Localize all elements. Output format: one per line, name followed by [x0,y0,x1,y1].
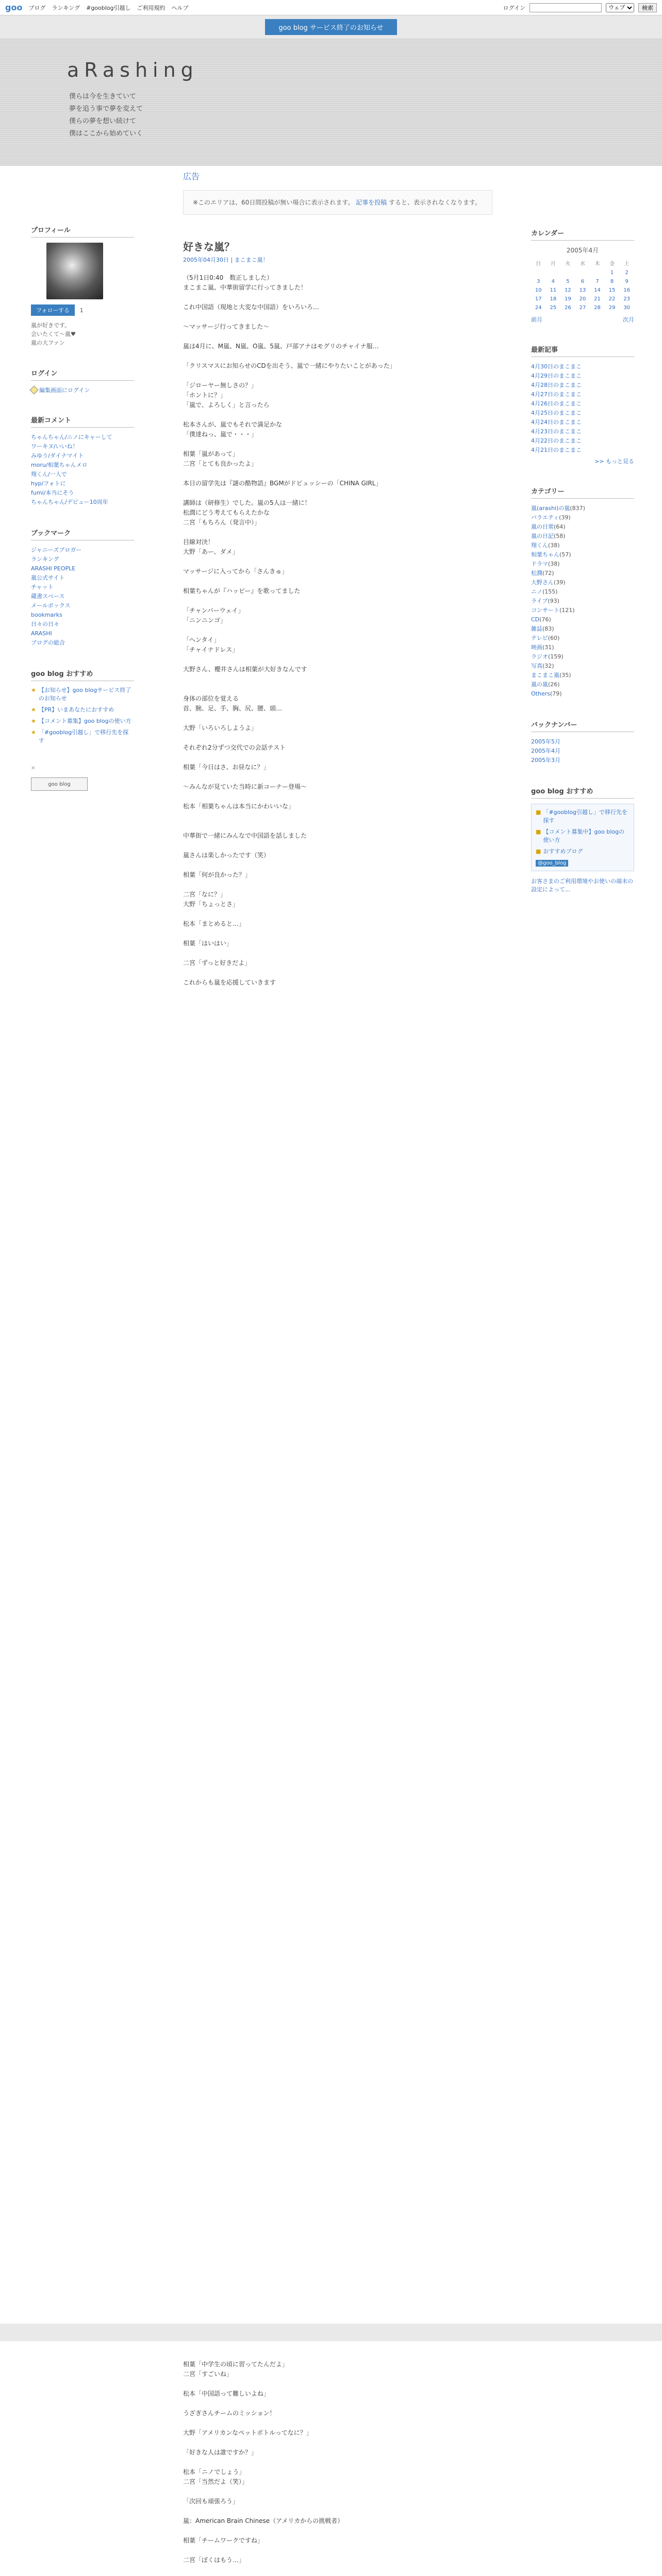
category-item[interactable] [531,541,634,550]
calendar-prev[interactable]: 前月 [531,316,542,323]
goo-recommend-label: 「#gooblog引越し」で移行先を探す [38,729,129,744]
recent-post-item[interactable]: 4月25日のまこまこ [531,410,582,416]
category-count: (72) [542,570,554,577]
category-count: (39) [554,579,566,586]
category-name: 嵐の日常 [531,523,554,530]
goo-recommend-right-item[interactable] [536,808,630,825]
calendar-day[interactable]: 7 [595,279,599,284]
calendar-nav [531,315,634,324]
star-icon: ■ [536,828,541,835]
calendar-day[interactable]: 20 [579,296,586,302]
calendar-day[interactable]: 17 [535,296,542,302]
backnumber-list [531,737,634,765]
recent-post-item[interactable]: 4月26日のまこまこ [531,400,582,407]
weekday: 日 [536,261,541,267]
category-item[interactable] [531,532,634,541]
blog-post [183,239,513,988]
calendar-day[interactable]: 19 [565,296,571,302]
recent-comments-list [31,433,134,507]
category-name: ニノ [531,588,542,595]
recent-posts-list [531,362,634,455]
calendar-day [546,268,561,277]
blog-description [69,91,143,140]
goo-recommend-label: 【PR】いまあなたにおすすめ [38,706,114,713]
category-name: 翔くん [531,542,548,549]
topbar-search [503,3,657,12]
nav-link-terms[interactable]: ご利用規約 [137,4,166,11]
category-item[interactable] [531,643,634,652]
calendar-day [590,268,605,277]
calendar-week [531,303,634,312]
blog-desc-line: 僕はここから始めていく [69,130,143,138]
category-item[interactable] [531,587,634,597]
category-name: コンサート [531,607,559,614]
blog-desc-line: 僕らの夢を想い続けて [69,117,137,125]
goo-blog-banner[interactable]: goo blog [31,777,88,791]
weekday: 木 [594,261,600,267]
calendar-day[interactable]: 5 [566,279,570,284]
star-icon: ★ [31,729,36,736]
bookmark-item[interactable]: チャット [31,584,54,590]
recent-post-item[interactable]: 4月23日のまこまこ [531,428,582,435]
category-name: ライブ [531,598,548,604]
ad-text-2: すると、表示されなくなります。 [389,199,482,206]
bookmark-item[interactable]: メールボックス [31,602,71,609]
goo-recommend-heading: goo blog おすすめ [31,668,134,681]
recent-post-item[interactable]: 4月30日のまこまこ [531,363,582,370]
nav-link-migration[interactable]: #gooblog引越し [86,4,131,11]
category-name: 大野さん [531,579,554,586]
goo-recommend-label: 【お知らせ】goo blogサービス終了のお知らせ [38,687,131,702]
category-item[interactable] [531,662,634,671]
calendar-day[interactable]: 22 [608,296,616,302]
category-name: 嵐の嵐 [531,681,548,688]
recent-more-link[interactable]: >> もっと見る [594,458,634,465]
follow-button[interactable]: フォローする [31,304,75,316]
category-count: (76) [539,616,551,623]
ad-text: ※このエリアは、60日間投稿が無い場合に表示されます。 [193,199,354,206]
post-title[interactable]: 好きな嵐？ [183,241,235,253]
recent-post-item[interactable]: 4月21日のまこまこ [531,447,582,453]
recent-posts-section [531,344,634,465]
bookmark-item[interactable]: ブログの総合 [31,639,65,646]
profile-section [31,225,134,347]
calendar-heading: カレンダー [531,228,634,241]
calendar-day[interactable]: 30 [623,305,631,311]
calendar-day [575,268,590,277]
category-count: (38) [548,542,560,549]
category-item[interactable] [531,624,634,634]
category-count: (39) [559,514,571,521]
weekday: 土 [624,261,630,267]
goo-recommend-right-label: 【コメント募集中】goo blogの使い方 [543,828,625,843]
category-count: (159) [548,653,564,660]
bookmarks-heading: ブックマーク [31,528,134,540]
bookmark-item[interactable]: ARASHI PEOPLE [31,565,76,572]
edit-login-link[interactable] [31,386,134,394]
profile-line: 嵐の大ファン [31,340,65,346]
goo-recommend-list [31,686,134,745]
goo-recommend-right-heading: goo blog おすすめ [531,786,634,799]
nav-link-blog[interactable]: ブログ [28,4,46,11]
post-body: （5月1日0:40 数正しました） まこまこ嵐、中華街留学に行ってきました！ これ中国語（現地と大変な中国語）をいろいろ… ～マッサージ行ってきました～ 嵐は4月に、M嵐、N嵐、O嵐、5嵐、戸部アナはモグリのチャイナ服… 「クリスマスにお知らせのCDを出そう、嵐で一緒にやりたいことがあった」 「ジローヤー無しさの？」 「ホントに？」 「嵐で、よろしく」と言ったら 松本さんが、嵐でもそれで満足かな 「僕達ねっ、嵐で・・・」 相葉「嵐があって」 二宮「とても良かったよ」 本日の留学先は『謎の酷物語』BGMがドビュッシーの「CHINA GIRL」 講師は（研修生）でした。嵐の5人は一緒に！ 松潤にどう考えてもらえたかな 二宮「もちろん（発言中）」 目線対決！ 大野「あー、ダメ」 マッサージに入ってから「さんきゅ」 相葉ちゃんが『ハッピー』を歌ってました 「チャンバーウェイ」 「ニンニンゴ」 「ヘンタイ」 「チャイナドレス」 大野さん、櫻井さんは相葉が大好きなんです 身体の部位を覚える 首、腕、足、手、胸、尻、腰、頭… 大野「いろいろしようよ」 それぞれ2分ずつ交代での会話テスト 相葉「今日はさ、お昼なに？」 ～みんなが見ていた当時に新コーナー登場～ 松本「相葉ちゃんは本当にかわいいな」 中華街で一緒にみんなで中国語を話しました 嵐さんは楽しかったです（笑） 相葉「何が良かった？」 二宮「なに？」 大野「ちょっとさ」 松本「まとめると…」 相葉「はいはい」 二宮「ずっと好きだよ」 これからも嵐を応援していきます [183,274,396,986]
profile-heading: プロフィール [31,225,134,238]
nav-link-help[interactable]: ヘルプ [171,4,189,11]
goo-recommend-box [531,804,634,871]
calendar-month: 2005年4月 [566,247,599,254]
blog-title[interactable]: aRashing [67,59,198,81]
backnumber-heading: バックナンバー [531,719,634,732]
login-heading: ログイン [31,368,134,381]
backnumber-item[interactable]: 2005年4月 [531,748,560,754]
calendar-day[interactable]: 29 [608,305,616,311]
recent-comments-section [31,415,134,507]
category-count: (35) [559,672,571,679]
search-button[interactable]: 検索 [638,3,657,12]
goo-recommend-left [31,668,134,791]
bookmark-item[interactable]: 日々の日々 [31,621,59,628]
categories-heading: カテゴリー [531,486,634,499]
goo-recommend-item[interactable] [31,706,134,714]
recent-post-item[interactable]: 4月29日のまこまこ [531,372,582,379]
recent-post-item[interactable]: 4月24日のまこまこ [531,419,582,426]
categories-list [531,504,634,699]
goo-recommend-right-item[interactable] [536,828,630,844]
backnumber-section [531,719,634,765]
bookmark-item[interactable]: 蔵書スペース [31,593,65,600]
calendar-day[interactable]: 8 [610,279,614,284]
category-name: ラジオ [531,653,548,660]
service-notice [0,15,662,38]
star-icon: ■ [536,848,541,855]
calendar-day[interactable]: 2 [625,270,628,276]
calendar-day [560,268,575,277]
bookmark-item[interactable]: 嵐公式サイト [31,574,65,581]
calendar-day[interactable]: 24 [535,305,542,311]
edit-login-label: 編集画面にログイン [39,387,90,394]
recent-comments-heading: 最新コメント [31,415,134,428]
goo-recommend-label: 【コメント募集】goo blogの使い方 [38,718,131,724]
calendar-day[interactable]: 11 [550,287,557,293]
category-name: 写真 [531,663,542,669]
calendar-day[interactable]: 23 [623,296,631,302]
star-icon: ★ [31,718,36,724]
left-sidebar [31,225,134,811]
category-item[interactable] [531,597,634,606]
calendar-day[interactable]: 13 [579,287,586,293]
service-notice-link[interactable]: goo blog サービス終了のお知らせ [265,19,396,35]
calendar-day[interactable]: 15 [608,287,616,293]
category-name: 松潤 [531,570,542,577]
calendar-day[interactable]: 9 [625,279,628,284]
comment-item[interactable]: 翔くん/一人で [31,471,67,478]
category-item[interactable] [531,522,634,532]
category-item[interactable] [531,569,634,578]
goo-recommend-right-item[interactable] [536,848,630,856]
category-name: 相葉ちゃん [531,551,559,558]
avatar[interactable] [46,243,103,299]
section-divider [0,2324,662,2341]
bookmarks-list [31,546,134,648]
category-name: ドラマ [531,561,548,567]
calendar-day[interactable]: 12 [565,287,571,293]
calendar-section [531,228,634,324]
blog-desc-line: 夢を追う事で夢を変えて [69,105,143,113]
category-item[interactable] [531,550,634,560]
calendar-day[interactable]: 3 [537,279,540,284]
post-date[interactable]: 2005年04月30日 | まこまこ嵐！ [183,257,269,263]
category-count: (60) [548,635,560,641]
comment-item[interactable]: moru/相葉ちゃんメロ [31,462,88,468]
category-item[interactable] [531,615,634,624]
category-count: (83) [542,625,554,632]
profile-text [31,321,134,347]
backnumber-item[interactable]: 2005年5月 [531,738,560,745]
goo-recommend-right-label: 「#gooblog引越し」で移行先を探す [543,809,627,824]
category-item[interactable] [531,671,634,680]
category-item[interactable] [531,606,634,615]
goo-recommend-right [531,786,634,894]
categories-section [531,486,634,699]
category-name: バラエティ [531,514,559,521]
category-name: CD [531,616,540,623]
comment-item[interactable]: ちゃんちゃん/ニノにキャーして [31,434,112,440]
calendar-day[interactable]: 25 [550,305,557,311]
goo-logo[interactable]: goo [5,3,23,12]
category-count: (32) [542,663,554,669]
category-name: まこまこ嵐 [531,672,559,679]
star-icon: ★ [31,687,36,693]
calendar-day[interactable]: 1 [610,270,614,276]
calendar-day[interactable]: 14 [594,287,601,293]
goo-recommend-right-label: おすすめブログ [543,848,583,855]
category-name: 嵐(arashi)の嵐 [531,505,570,512]
ad-notice [183,190,492,215]
bookmark-item[interactable]: bookmarks [31,612,62,618]
recent-post-item[interactable]: 4月27日のまこまこ [531,391,582,398]
category-item[interactable] [531,680,634,689]
profile-line: 会いたくて～嵐♥ [31,331,76,337]
category-name: Others [531,690,550,697]
calendar-day[interactable]: 16 [623,287,631,293]
category-count: (121) [559,607,575,614]
bookmarks-section [31,528,134,648]
calendar-day[interactable]: 26 [565,305,571,311]
category-item[interactable] [531,560,634,569]
category-item[interactable] [531,578,634,587]
goo-recommend-item[interactable] [31,728,134,745]
category-count: (93) [548,598,559,604]
blog-desc-line: 僕らは今を生きていて [69,93,137,100]
calendar-week [531,295,634,303]
recent-posts-heading: 最新記事 [531,344,634,357]
category-count: (58) [554,533,566,539]
star-icon: ■ [536,809,541,816]
weekday: 金 [609,261,615,267]
category-count: (79) [550,690,562,697]
goo-recommend-item[interactable] [31,717,134,725]
category-count: (64) [554,523,566,530]
category-count: (155) [542,588,558,595]
post-article-link[interactable]: 記事を投稿 [356,199,387,206]
calendar-week [531,277,634,286]
category-name: 嵐の日記 [531,533,554,539]
page-body [0,166,662,2576]
calendar-day[interactable]: 28 [594,305,601,311]
goo-badge[interactable]: @goo_blog [536,860,568,867]
close-icon[interactable]: ✕ [31,766,36,771]
calendar-day [531,268,546,277]
comment-item[interactable]: hyp/フォトに [31,480,66,487]
star-icon: ★ [31,706,36,713]
calendar-week [531,268,634,277]
profile-line: 嵐が好きです。 [31,322,71,329]
comment-item[interactable]: ワーキヌ/いいね！ [31,443,78,450]
calendar-next[interactable]: 次月 [623,316,634,323]
calendar-week [531,286,634,295]
right-sidebar [531,228,634,914]
bookmark-item[interactable]: ランキング [31,556,59,563]
login-section [31,368,134,394]
recent-post-item[interactable]: 4月28日のまこまこ [531,382,582,388]
goo-note[interactable]: お客さまのご利用環境やお使いの端末の設定によって... [531,878,633,893]
goo-topbar [0,0,662,15]
category-item[interactable] [531,504,634,513]
category-item[interactable] [531,652,634,662]
calendar-day[interactable]: 6 [581,279,585,284]
comment-item[interactable]: fumi/本当にそう [31,489,74,496]
recent-post-item[interactable]: 4月22日のまこまこ [531,437,582,444]
category-name: テレビ [531,635,548,641]
category-count: (31) [542,644,554,651]
backnumber-item[interactable]: 2005年3月 [531,757,560,764]
calendar-day[interactable]: 10 [535,287,542,293]
calendar-day[interactable]: 27 [579,305,586,311]
ad-heading: 広告 [183,172,200,181]
weekday: 火 [565,261,571,267]
pencil-icon [30,386,39,395]
calendar-day[interactable]: 21 [594,296,601,302]
category-item[interactable] [531,634,634,643]
category-item[interactable] [531,513,634,522]
post-body-continued: 相葉「中学生の頃に習ってたんだよ」 二宮「すごいね」 松本「中国語って難しいよね」 うざぎさんチームのミッション！ 大野「アメリカンなペットボトルってなに？」 「好きな人は誰ですか？」 松本「ニノでしょう」 二宮「当然だよ（笑）」 「次回も頑張ろう」 嵐：American Brain Chinese（アメリカからの挑戦者） 相葉「チームワークですね」 二宮「ぼくはもう…」 [183,2361,344,2564]
bookmark-item[interactable]: ARASHI [31,630,52,637]
weekday: 水 [580,261,585,267]
category-item[interactable] [531,689,634,699]
calendar-table [531,258,634,312]
goo-recommend-item[interactable] [31,686,134,703]
blog-header [0,38,662,166]
goo-recommend-right-list [536,808,630,856]
category-count: (38) [548,561,560,567]
category-count: (57) [559,551,571,558]
search-input[interactable] [529,3,602,12]
category-name: 雑誌 [531,625,542,632]
weekday: 月 [550,261,556,267]
category-name: 映画 [531,644,542,651]
category-count: (837) [570,505,585,512]
category-count: (26) [548,681,560,688]
comment-item[interactable]: ちゃんちゃん/デビュー10周年 [31,499,108,505]
calendar-day[interactable]: 4 [551,279,555,284]
login-link[interactable]: ログイン [503,4,525,11]
bookmark-item[interactable]: ジャニーズブロガー [31,547,82,553]
calendar-day[interactable]: 18 [550,296,557,302]
nav-link-ranking[interactable]: ランキング [52,4,80,11]
search-scope-select[interactable] [606,3,634,12]
main-content [183,166,513,988]
comment-item[interactable]: みゆう/ダイナマイト [31,452,84,459]
follow-count: 1 [79,307,84,314]
